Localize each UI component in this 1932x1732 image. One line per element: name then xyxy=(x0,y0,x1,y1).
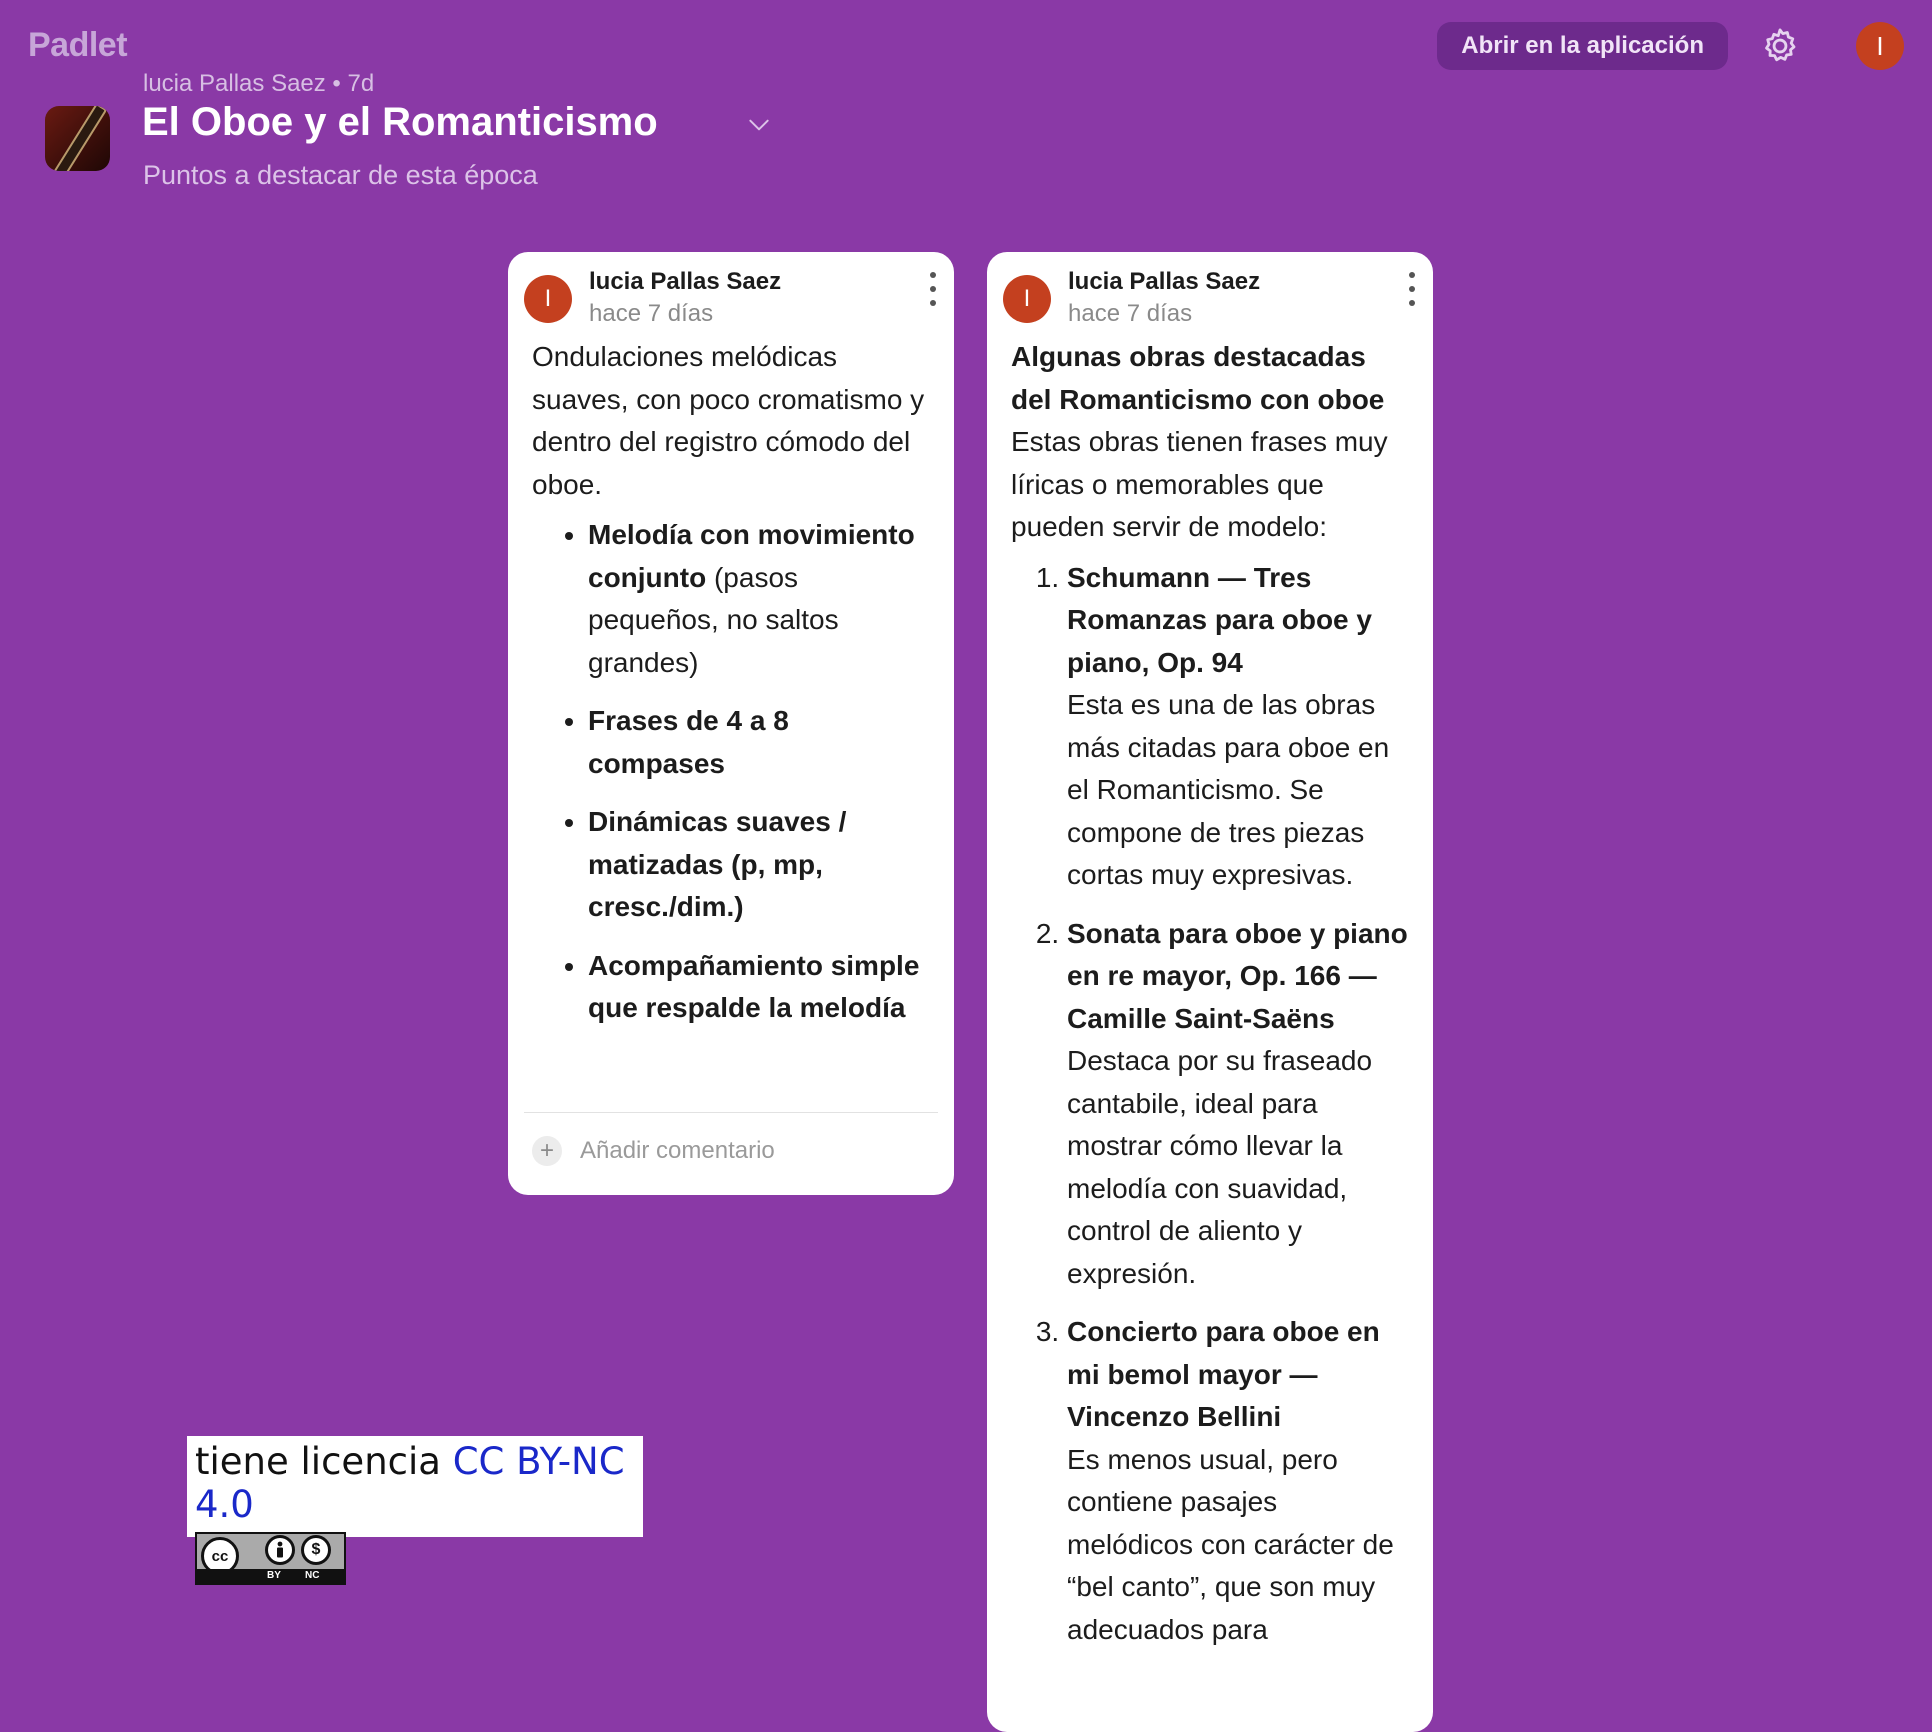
post-author: lucia Pallas Saez xyxy=(589,268,782,295)
more-options-icon[interactable] xyxy=(1405,272,1419,306)
board-thumbnail xyxy=(45,106,110,171)
open-in-app-button[interactable]: Abrir en la aplicación xyxy=(1437,22,1728,70)
top-bar-actions xyxy=(1437,22,1904,70)
author-avatar: I xyxy=(1003,275,1051,323)
post-heading: Algunas obras destacadas del Romanticismo con oboe xyxy=(1011,341,1385,415)
badge-by-label: BY xyxy=(267,1570,281,1581)
list-item: 1. Schumann — Tres Romanzas para oboe y piano, Op. 94 Esta es una de las obras más citadas para oboe en el Romanticismo. Se compone de tres piezas cortas muy expresivas. xyxy=(1067,557,1409,897)
list-item: 3. Concierto para oboe en mi bemol mayor — Vincenzo Bellini Es menos usual, pero contiene pasajes melódicos con carácter de “bel canto”, que son muy adecuados para xyxy=(1067,1311,1409,1651)
post-author: lucia Pallas Saez xyxy=(1068,268,1261,295)
cc-by-nc-badge[interactable] xyxy=(195,1532,346,1585)
more-options-icon[interactable] xyxy=(926,272,940,306)
board-meta: lucia Pallas Saez • 7d xyxy=(143,70,375,97)
board-subtitle: Puntos a destacar de esta época xyxy=(143,160,538,190)
post-header xyxy=(508,252,954,332)
divider xyxy=(524,1112,938,1113)
license-prefix: tiene licencia xyxy=(195,1440,453,1483)
non-commercial-icon: $ xyxy=(301,1535,331,1565)
list-item: • Dinámicas suaves / matizadas (p, mp, cresc./dim.) xyxy=(588,801,930,929)
post-body xyxy=(987,332,1433,1651)
post-time: hace 7 días xyxy=(589,300,714,327)
user-avatar[interactable]: I xyxy=(1856,22,1904,70)
post-body xyxy=(508,332,954,1030)
gear-icon xyxy=(1759,25,1801,67)
add-comment-button[interactable] xyxy=(532,1136,775,1166)
list-item: • Acompañamiento simple que respalde la melodía xyxy=(588,945,930,1030)
list-item: 2. Sonata para oboe y piano en re mayor, Op. 166 — Camille Saint-Saëns Destaca por su fraseado cantabile, ideal para mostrar cómo llevar la melodía con suavidad, control de aliento y expresión. xyxy=(1067,913,1409,1296)
board-title: El Oboe y el Romanticismo xyxy=(142,100,658,144)
post-time: hace 7 días xyxy=(1068,300,1193,327)
badge-nc-label: NC xyxy=(305,1570,320,1581)
plus-icon: + xyxy=(532,1136,562,1166)
license-link[interactable]: CC BY-NC 4.0 xyxy=(195,1440,625,1526)
attribution-icon xyxy=(265,1535,295,1565)
post-card[interactable] xyxy=(987,252,1433,1732)
cc-icon: cc xyxy=(201,1537,239,1575)
post-card[interactable] xyxy=(508,252,954,1195)
post-bullet-list xyxy=(532,514,930,1030)
post-intro: Ondulaciones melódicas suaves, con poco cromatismo y dentro del registro cómodo del oboe. xyxy=(532,341,925,500)
post-intro: Estas obras tienen frases muy líricas o memorables que pueden servir de modelo: xyxy=(1011,426,1388,542)
author-avatar: I xyxy=(524,275,572,323)
chevron-down-icon[interactable] xyxy=(744,112,774,138)
license-notice xyxy=(187,1436,643,1581)
post-header xyxy=(987,252,1433,332)
add-comment-label: Añadir comentario xyxy=(580,1137,775,1164)
list-item: • Melodía con movimiento conjunto (pasos pequeños, no saltos grandes) xyxy=(588,514,930,684)
padlet-logo[interactable]: Padlet xyxy=(28,26,128,64)
settings-button[interactable] xyxy=(1756,22,1804,70)
works-list xyxy=(1011,557,1409,1652)
list-item: • Frases de 4 a 8 compases xyxy=(588,700,930,785)
